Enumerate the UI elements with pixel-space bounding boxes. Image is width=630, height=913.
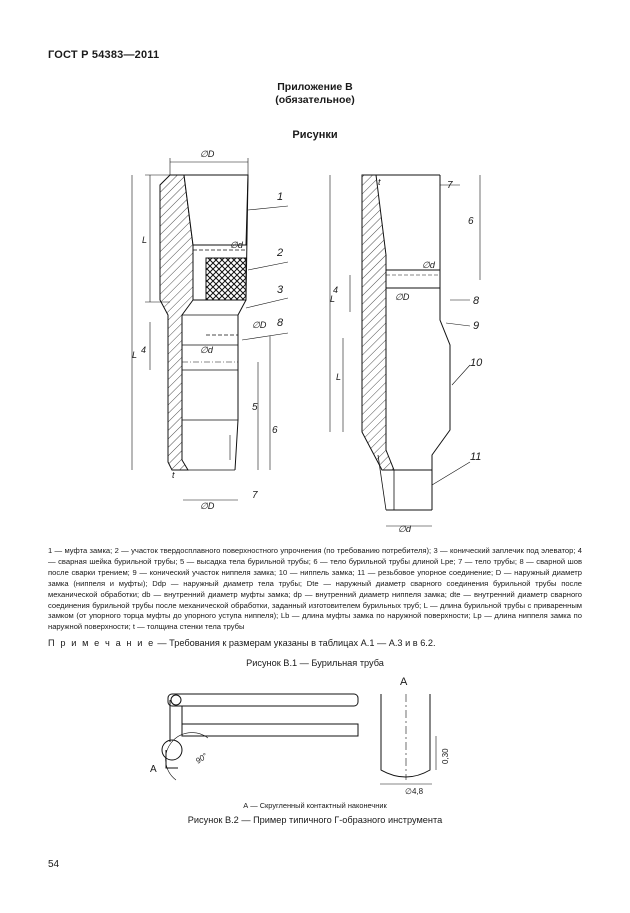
label-Dte-right: ∅D <box>395 292 410 302</box>
label-n5: 5 <box>252 402 258 413</box>
page-number: 54 <box>48 859 60 870</box>
figure2-a-note: А — Скругленный контактный наконечник <box>243 801 387 810</box>
label-n9: 9 <box>473 320 480 332</box>
label-n4-left: 4 <box>141 345 147 355</box>
dim-diameter: ∅4,8 <box>405 787 424 796</box>
label-n6-right: 6 <box>468 216 474 227</box>
section-title: Рисунки <box>292 129 338 141</box>
label-D: ∅D <box>200 149 215 159</box>
label-Lp: L <box>336 372 342 382</box>
label-n4-right: 4 <box>333 285 339 295</box>
label-Lb: L <box>142 235 148 245</box>
note-lead: П р и м е ч а н и е <box>48 638 155 648</box>
label-Dte-left: ∅D <box>252 320 267 330</box>
appendix-title: Приложение В <box>277 81 353 93</box>
left-pipe-drawing <box>160 175 248 470</box>
label-t-left: t <box>172 470 175 480</box>
label-n11: 11 <box>470 451 482 463</box>
label-A-side: A <box>150 764 157 775</box>
l-tool-drawing <box>162 694 358 780</box>
appendix-subtitle: (обязательное) <box>275 94 355 106</box>
right-pipe-drawing <box>362 175 450 510</box>
label-A-top: A <box>400 676 408 688</box>
figure-drill-pipe <box>0 140 630 540</box>
label-Ddp: ∅D <box>200 501 215 511</box>
figure2-caption: Рисунок В.2 — Пример типичного Г-образного инструмента <box>187 815 443 825</box>
label-n8-left: 8 <box>277 317 284 329</box>
label-n1: 1 <box>277 191 284 203</box>
label-n7-left: 7 <box>252 490 258 501</box>
figure-l-tool <box>0 672 630 802</box>
figure1-caption: Рисунок В.1 — Бурильная труба <box>246 658 384 668</box>
document-header: ГОСТ Р 54383—2011 <box>48 49 160 61</box>
label-n7-right: 7 <box>447 180 453 191</box>
label-L-right: L <box>330 294 336 304</box>
label-db: ∅d <box>230 240 243 250</box>
label-n3: 3 <box>277 284 284 296</box>
label-dp: ∅d <box>398 524 411 534</box>
label-n6-left: 6 <box>272 425 278 436</box>
angle-label: 90° <box>193 751 210 766</box>
dim-radius: 0,30 <box>441 748 450 764</box>
label-L: L <box>132 350 138 360</box>
label-dte-left: ∅d <box>200 345 213 355</box>
label-t-right: t <box>378 177 381 187</box>
label-n10: 10 <box>470 357 483 369</box>
appendix-heading <box>0 81 630 107</box>
figure1-legend: 1 — муфта замка; 2 — участок твердосплавного поверхностного упрочнения (по требованию потребителя); 3 — конический заплечик под элеватор; 4 — сварная шейка бурильной трубы; 5 — высадка тела бурильной трубы; 6 — тело бурильной трубы длиной Lpe; 7 — тело трубы; 8 — сварной шов после сварки трением; 9 — конический участок ниппеля замка; 10 — ниппель замка; 11 — резьбовое упорное соединение; D — наружный диаметр замка (ниппеля и муфты); Ddp — наружный диаметр тела трубы; Dte — наружный диаметр сварного соединения бурильной трубы после механической обработки; db — внутренний диаметр муфты замка; dp — внутренний диаметр ниппеля замка; dte — внутренний диаметр сварного соединения бурильной трубы после механической обработки, заданный изготовителем бурильных труб; L — длина бурильной трубы с приваренным замком (от упорного торца муфты до упорного уступа ниппеля); Lb — длина муфты замка по наружной поверхности; Lp — длина ниппеля замка по наружной поверхности; t — толщина стенки тела трубы <box>48 546 582 632</box>
label-dte-right: ∅d <box>422 260 435 270</box>
label-n8-right: 8 <box>473 295 480 307</box>
tip-drawing <box>380 694 436 784</box>
label-n2: 2 <box>277 247 284 259</box>
figure1-note <box>48 638 588 648</box>
note-text: — Требования к размерам указаны в таблицах А.1 — А.3 и в 6.2. <box>154 638 436 648</box>
right-pipe-dimensions <box>330 175 480 526</box>
